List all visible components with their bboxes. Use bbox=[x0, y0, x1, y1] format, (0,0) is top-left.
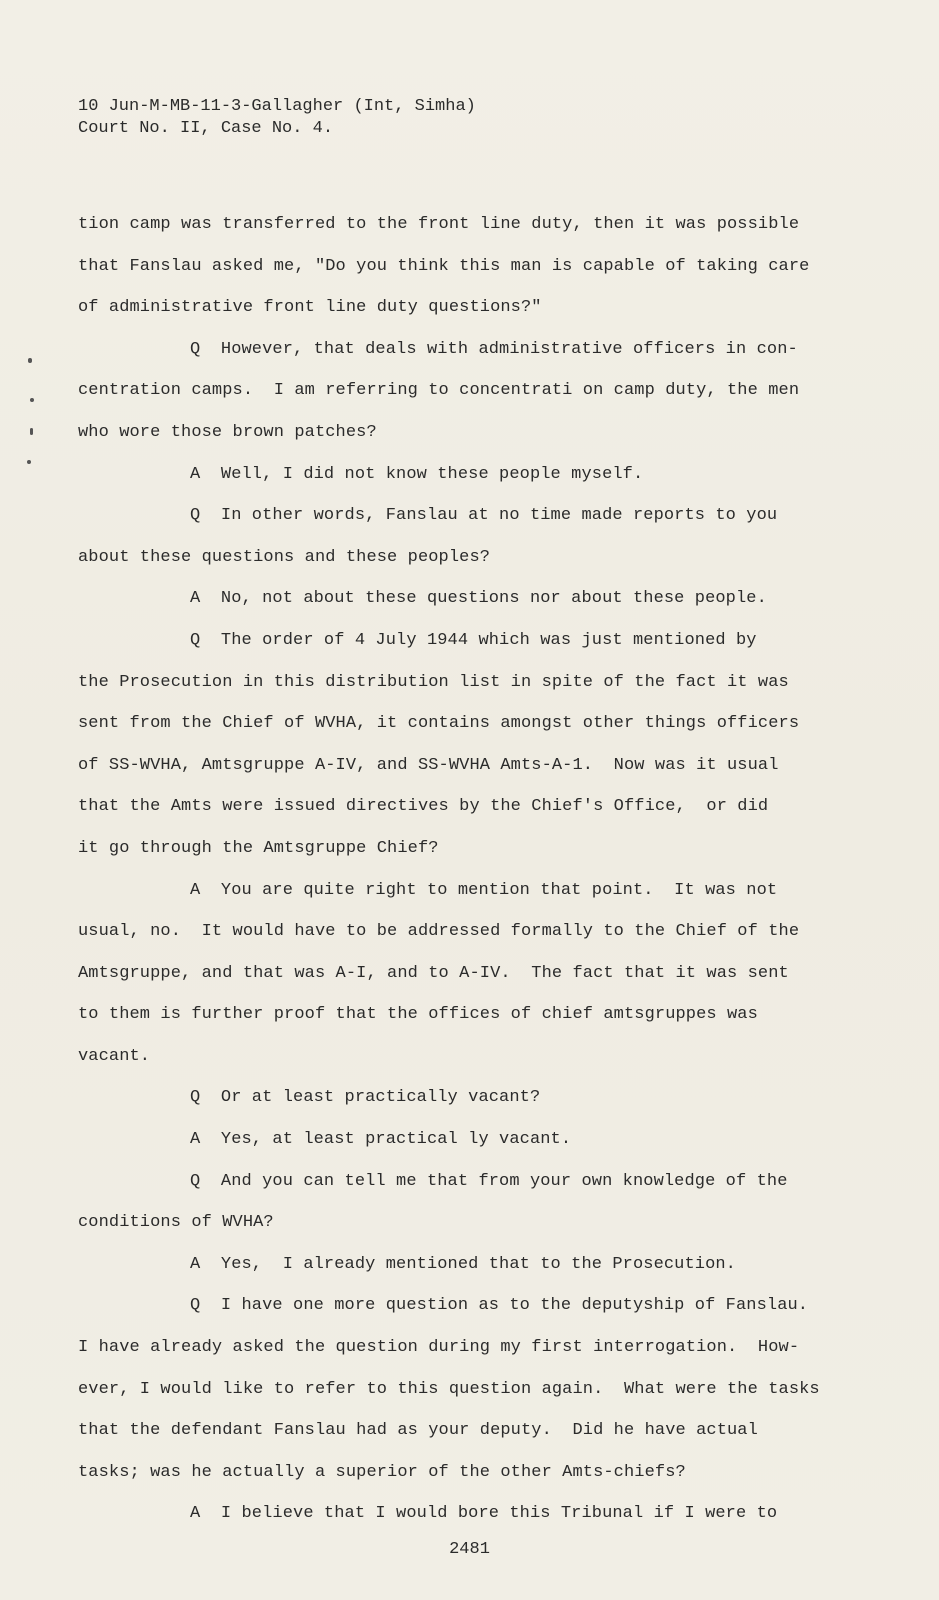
transcript-body bbox=[78, 204, 838, 1535]
transcript-line: about these questions and these peoples? bbox=[78, 547, 491, 567]
transcript-line: conditions of WVHA? bbox=[78, 1213, 274, 1233]
transcript-line: tion camp was transferred to the front line duty, then it was possible bbox=[78, 215, 800, 234]
margin-mark bbox=[28, 358, 32, 363]
transcript-line: vacant. bbox=[78, 1046, 151, 1066]
transcript-line: that the Amts were issued directives by the Chief's Office, or did bbox=[78, 797, 769, 817]
margin-mark bbox=[27, 460, 31, 464]
transcript-line: Amtsgruppe, and that was A-I, and to A-IV. The fact that it was sent bbox=[78, 963, 789, 983]
transcript-line: A Well, I did not know these people myself. bbox=[190, 464, 644, 484]
transcript-line: Q However, that deals with administrative officers in con- bbox=[190, 339, 798, 359]
page-number: 2481 bbox=[449, 1540, 490, 1559]
transcript-line: sent from the Chief of WVHA, it contains amongst other things officers bbox=[78, 714, 800, 734]
transcript-line: A Yes, at least practical ly vacant. bbox=[190, 1130, 572, 1150]
margin-mark bbox=[30, 428, 33, 435]
transcript-line: that Fanslau asked me, "Do you think this man is capable of taking care bbox=[78, 256, 810, 276]
transcript-line: that the defendant Fanslau had as your deputy. Did he have actual bbox=[78, 1421, 758, 1441]
transcript-line: I have already asked the question during my first interrogation. How- bbox=[78, 1338, 800, 1358]
transcript-line: A I believe that I would bore this Tribunal if I were to bbox=[190, 1504, 778, 1524]
transcript-line: centration camps. I am referring to concentrati on camp duty, the men bbox=[78, 381, 800, 401]
document-header bbox=[78, 96, 476, 140]
transcript-line: A No, not about these questions nor about these people. bbox=[190, 589, 767, 609]
transcript-line: Q The order of 4 July 1944 which was just mentioned by bbox=[190, 630, 757, 650]
transcript-line: of administrative front line duty questions?" bbox=[78, 298, 542, 318]
transcript-line: to them is further proof that the offices of chief amtsgruppes was bbox=[78, 1005, 758, 1025]
transcript-line: who wore those brown patches? bbox=[78, 422, 377, 442]
transcript-line: A Yes, I already mentioned that to the Prosecution. bbox=[190, 1254, 736, 1274]
transcript-line: it go through the Amtsgruppe Chief? bbox=[78, 838, 439, 858]
transcript-line: of SS-WVHA, Amtsgruppe A-IV, and SS-WVHA Amts-A-1. Now was it usual bbox=[78, 755, 779, 775]
header-line-1: 10 Jun-M-MB-11-3-Gallagher (Int, Simha) bbox=[78, 97, 476, 116]
transcript-line: the Prosecution in this distribution list in spite of the fact it was bbox=[78, 672, 789, 692]
transcript-line: tasks; was he actually a superior of the other Amts-chiefs? bbox=[78, 1462, 686, 1482]
transcript-line: usual, no. It would have to be addressed formally to the Chief of the bbox=[78, 922, 800, 942]
transcript-line: Q And you can tell me that from your own knowledge of the bbox=[190, 1171, 788, 1191]
margin-mark bbox=[30, 398, 34, 402]
transcript-line: Q Or at least practically vacant? bbox=[190, 1088, 541, 1108]
transcript-line: ever, I would like to refer to this question again. What were the tasks bbox=[78, 1379, 820, 1399]
header-line-2: Court No. II, Case No. 4. bbox=[78, 119, 334, 138]
transcript-line: A You are quite right to mention that point. It was not bbox=[190, 880, 778, 900]
transcript-line: Q In other words, Fanslau at no time made reports to you bbox=[190, 506, 778, 526]
transcript-line: Q I have one more question as to the deputyship of Fanslau. bbox=[190, 1296, 809, 1316]
